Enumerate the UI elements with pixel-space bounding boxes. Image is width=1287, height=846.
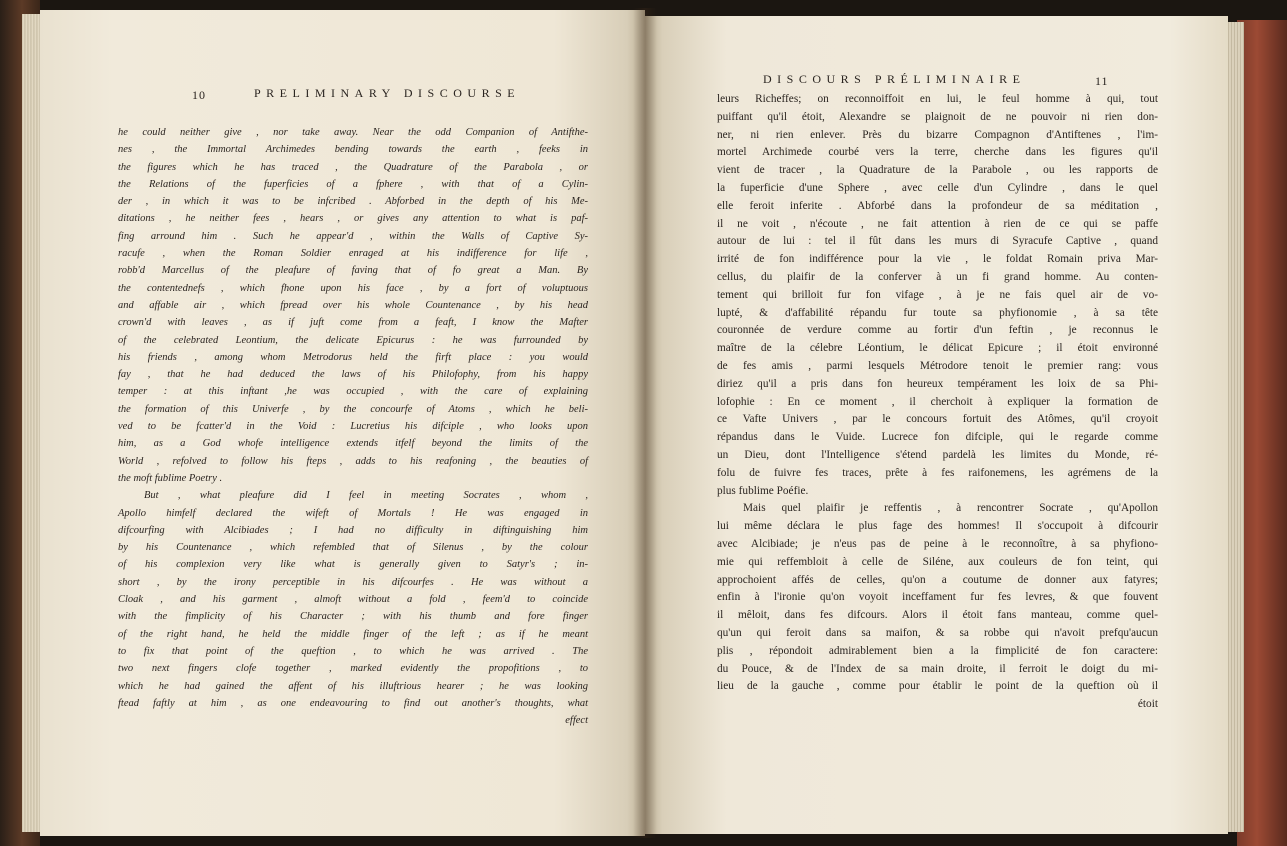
text-line: of the right hand, he held the middle finger of the left ; as if he meant [118,628,588,640]
right-page [645,16,1228,834]
text-line: leurs Richeffes; on reconnoiffoit en lui, le feul homme à qui, tout [717,93,1158,105]
text-line: ditations , he neither fees , hears , or gives any attention to what is paf- [118,213,588,225]
text-line: ftead faftly at him , as one endeavouring to find out another's thoughts, what [118,697,588,709]
text-line: the contentednefs , which fhone upon his face , by a fort of voluptuous [118,282,588,294]
text-line: temper : at this inftant ,he was occupied , with the care of explaining [118,386,588,398]
text-line: Apollo himfelf declared the wifeft of Mortals ! He was engaged in [118,507,588,519]
text-line: mortel Archimede courbé vers la terre, cherche dans les figures qu'il [717,146,1158,159]
left-page [40,10,645,836]
text-line: lieu de la gauche , comme pour établir le point de la queftion où il [717,680,1158,693]
text-line: puiffant qu'il étoit, Alexandre se plaignoit de ne pouvoir ni rien don- [717,110,1158,123]
text-line: ner, ni rien enlever. Près du bizarre Compagnon d'Antiftenes , l'im- [717,128,1158,141]
text-line: lofophie : En ce moment , il cherchoit à expliquer la formation de [717,395,1158,408]
book-cover-right [1237,20,1287,846]
text-line: mie qui reffembloit à celle de Siléne, aux couleurs de fon teint, qui [717,555,1158,568]
text-line: cellus, du plaifir de la conferver à un fi grand homme. Au conten- [717,270,1158,283]
text-line: World , refolved to follow his fteps , adds to his reafoning , the beauties of [118,455,588,467]
book-gutter [633,8,657,838]
text-line: maître de la célebre Léontium, le délicat Epicure ; il étoit environné [717,342,1158,355]
text-line: plus fublime Poéfie. [717,484,809,497]
text-line: of his complexion very like what is generally given to Satyr's ; in- [118,559,588,571]
left-body-text [118,124,588,729]
text-line: crown'd with leaves , as if juft come from a feaft, I know the Mafter [118,317,588,329]
text-line: ved to be fcatter'd in the Void : Lucretius his difciple , who looks upon [118,421,588,433]
text-line: étoit [1137,698,1158,711]
text-line: la fuperficie d'une Sphere , avec celle d'un Cylindre , dans le quel [717,181,1158,194]
text-line: qu'un qui feroit dans sa maifon, & sa robbe qui n'avoit prefqu'aucun [717,626,1158,639]
text-line: enfin à l'ironie qu'on voyoit inceffament fur fes levres, & que fouvent [717,591,1158,604]
text-line: folu de fuivre fes traces, prête à fes raifonemens, les agrémens de la [717,466,1158,479]
text-line: the figures which he has traced , the Quadrature of the Parabola , or [118,161,588,173]
text-line: short , by the irony perceptible in his difcourfes . He was without a [118,576,588,588]
text-line: his friends , among whom Metrodorus held the firft place : you would [118,351,588,363]
text-line: diriez qu'il a pris dans fon heureux tempérament les loix de sa Phi- [717,377,1158,390]
text-line: il mêloit, dans fes difcours. Alors il étoit fans manteau, comme quel- [717,609,1158,622]
text-line: with the fimplicity of his Character ; with his thumb and fore finger [118,611,588,623]
left-running-head: PRELIMINARY DISCOURSE [254,86,521,100]
right-body-text [717,91,1158,714]
text-line: the Relations of the fuperficies of a fphere , with that of a Cylin- [118,178,588,190]
text-line: by his Countenance , which refembled that of Silenus , by the colour [118,542,588,554]
text-line: plis , répondoit admirablement bien a la fimplicité de fon caractere: [717,644,1158,657]
text-line: du Pouce, & de l'Index de sa main droite, il ferroit le doigt du mi- [717,662,1158,675]
text-line: tement qui brilloit fur fon vifage , à je ne fais quel air de vo- [717,288,1158,301]
text-line: répandus dans le Vuide. Lucrece fon difciple, qui le regarde comme [717,431,1158,444]
text-line: der , in which it was to be infcribed . Abforbed in the depth of his Me- [118,196,588,208]
text-line: But , what pleafure did I feel in meeting Socrates , whom , [144,490,588,502]
text-line: to fix that point of the queftion , to which he was arrived . The [118,645,588,657]
text-line: the moft fublime Poetry . [118,472,223,484]
right-running-head: DISCOURS PRÉLIMINAIRE [763,72,1026,86]
text-line: Cloak , and his garment , almoft without a fold , feem'd to coincide [118,594,588,606]
text-line: he could neither give , nor take away. Near the odd Companion of Antifthe- [118,127,588,138]
text-line: the formation of this Univerfe , by the concourfe of Atoms , which he beli- [118,403,588,415]
text-line: elle feroit inferite . Abforbé dans la profondeur de sa méditation , [717,199,1158,212]
text-line: fing arround him . Such he appear'd , within the Walls of Captive Sy- [118,230,588,242]
text-line: effect [565,715,588,727]
text-line: vient de tracer , la Quadrature de la Parabole , ou les rapports de [717,164,1158,177]
text-line: which he had gained the affent of his illuftrious hearer ; he was looking [118,680,588,692]
text-line: Mais quel plaifir je reffentis , à rencontrer Socrate , qu'Apollon [743,502,1158,515]
text-line: irrité de fon indifférence pour la vie , le foldat Romain priva Mar- [717,253,1158,266]
text-line: and affable air , which fpread over his whole Countenance , by his head [118,299,588,311]
text-line: robb'd Marcellus of the pleafure of faving that of fo great a Man. By [118,265,588,277]
text-line: nes , the Immortal Archimedes bending towards the earth , feeks in [118,144,588,156]
text-line: avec Alcibiade; je n'eus pas de peine à le reconnoître, à sa phyfiono- [717,537,1158,550]
text-line: difcourfing with Alcibiades ; I had no difficulty in diftinguishing him [118,524,588,536]
text-line: lupté, & d'affabilité répandu fur toute sa phyfionomie , à sa tête [717,306,1158,319]
text-line: lui même déclara le plus fage des hommes! Il s'occupoit à difcourir [717,520,1158,533]
text-line: ce Vafte Univers , par le concours fortuit des Atômes, qu'il croyoit [717,413,1158,426]
text-line: him, as a God whofe intelligence extends itfelf beyond the limits of the [118,438,588,450]
text-line: couronnée de verdure comme au fortir d'un feftin , je reconnus le [717,324,1158,337]
left-page-number: 10 [192,88,206,102]
text-line: approchoient affés de celles, qu'on a coutume de donner aux fatyres; [717,573,1158,586]
text-line: autour de lui : tel il fût dans les murs di Syracufe Captive , quand [717,235,1158,248]
text-line: un Dieu, dont l'Intelligence s'étend pardelà les limites du Monde, ré- [717,448,1158,461]
text-line: racufe , when the Roman Soldier enraged at his indifference for life , [118,248,588,260]
text-line: of the celebrated Leontium, the delicate Epicurus : he was furrounded by [118,334,588,346]
text-line: fay , that he had deduced the laws of his Philofophy, from his happy [118,369,588,381]
text-line: de fes amis , parmi lesquels Métrodore tenoit le premier rang: vous [717,359,1158,372]
text-line: two next fingers clofe together , marked evidently the propofitions , to [118,663,588,675]
right-page-number: 11 [1095,74,1109,88]
text-line: il ne voit , n'écoute , ne fait attention à rien de ce qui se paffe [717,217,1158,230]
